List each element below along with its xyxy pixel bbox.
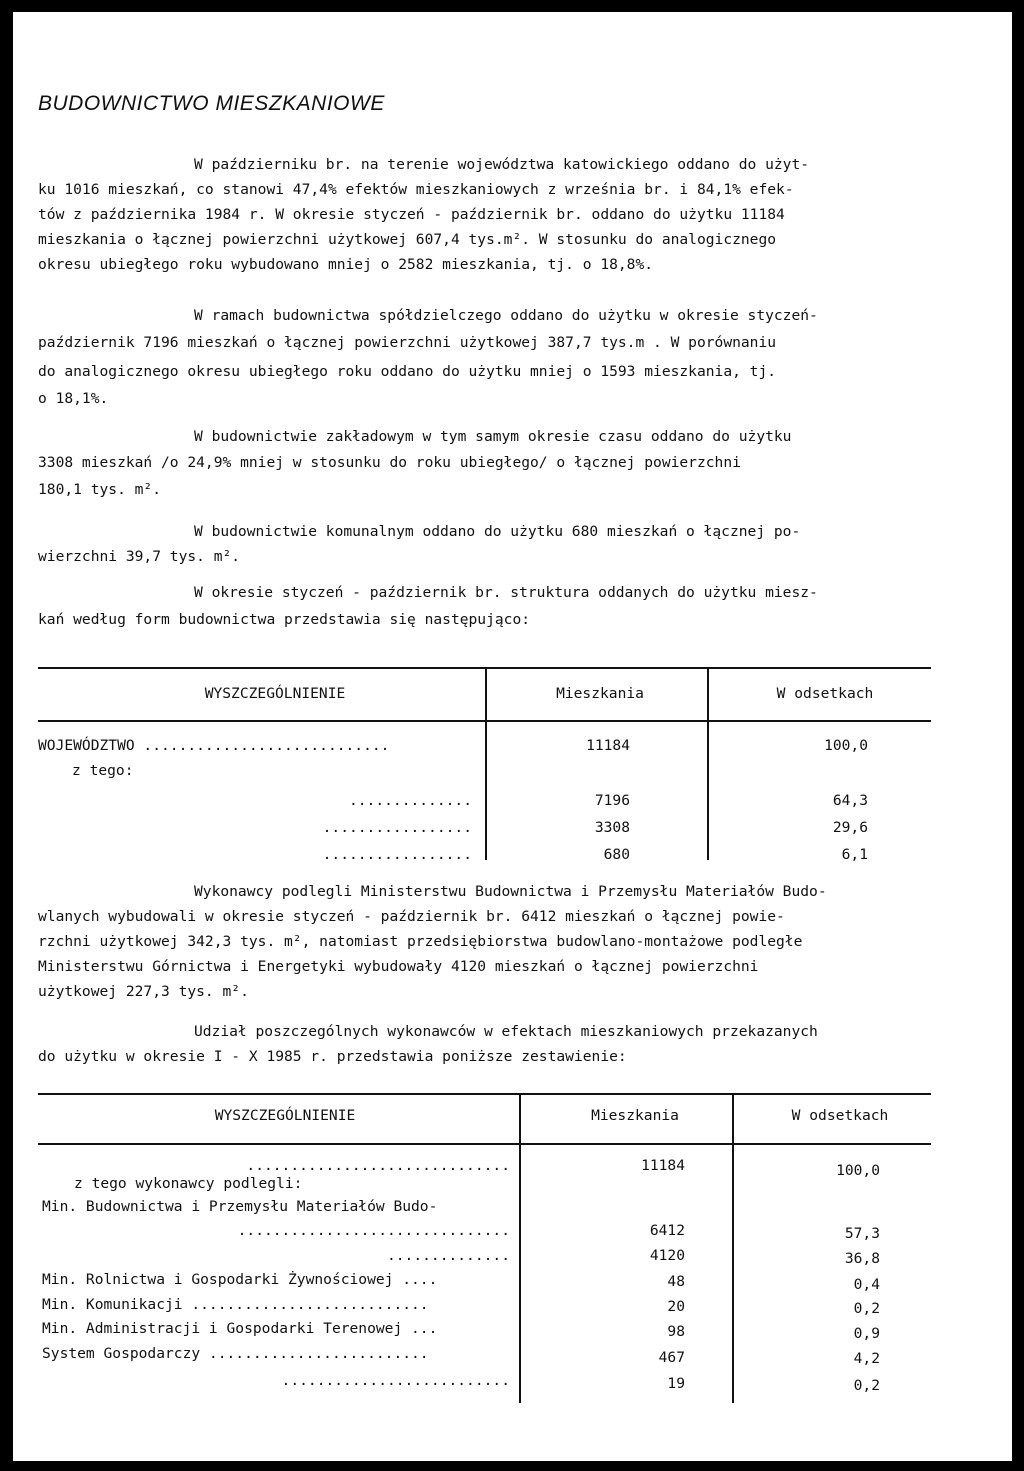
- table-row-label: WOJEWÓDZTWO ............................: [38, 737, 390, 754]
- table-cell-odsetki: 36,8: [844, 1250, 880, 1267]
- table-header-mieszkania: Mieszkania: [591, 1107, 679, 1124]
- table-cell-mieszkania: 48: [667, 1273, 685, 1290]
- table-cell-odsetki: 0,2: [853, 1377, 880, 1394]
- text-line: Ministerstwu Górnictwa i Energetyki wybudowały 4120 mieszkań o łącznej powierzchni: [38, 958, 759, 975]
- table-cell-mieszkania: 19: [667, 1375, 685, 1392]
- table-column-divider: [732, 1093, 734, 1403]
- paragraph-5: [38, 580, 958, 635]
- text-line: październik 7196 mieszkań o łącznej powierzchni użytkowej 387,7 tys.m . W porównaniu: [38, 334, 777, 351]
- table-cell-mieszkania: 98: [667, 1323, 685, 1340]
- table-header-label: WYSZCZEGÓLNIENIE: [214, 1107, 356, 1124]
- text-line: Udział poszczególnych wykonawców w efektach mieszkaniowych przekazanych: [194, 1023, 818, 1040]
- paragraph-4: [38, 519, 958, 569]
- table-cell-odsetki: 29,6: [832, 819, 868, 836]
- paragraph-2: [38, 303, 958, 411]
- table-row-label: Min. Rolnictwa i Gospodarki Żywnościowej ....: [42, 1271, 438, 1288]
- table-cell-mieszkania: 11184: [641, 1157, 685, 1174]
- text-line: tów z października 1984 r. W okresie styczeń - październik br. oddano do użytku 11184: [38, 206, 785, 223]
- text-line: 3308 mieszkań /o 24,9% mniej w stosunku do roku ubiegłego/ o łącznej powierzchni: [38, 454, 741, 471]
- table-row-leader: ..............: [386, 1247, 510, 1264]
- table-row-label: System Gospodarczy .........................: [42, 1345, 429, 1362]
- text-line: okresu ubiegłego roku wybudowano mniej o 2582 mieszkania, tj. o 18,8%.: [38, 256, 654, 273]
- text-line: mieszkania o łącznej powierzchni użytkowej 607,4 tys.m². W stosunku do analogicznego: [38, 231, 777, 248]
- text-line: wlanych wybudowali w okresie styczeń - październik br. 6412 mieszkań o łącznej powie-: [38, 908, 785, 925]
- text-line: W okresie styczeń - październik br. struktura oddanych do użytku miesz-: [194, 584, 818, 601]
- table-cell-mieszkania: 4120: [649, 1247, 685, 1264]
- table-row-label: z tego wykonawcy podlegli:: [74, 1175, 303, 1192]
- table-cell-mieszkania: 11184: [586, 737, 630, 754]
- paragraph-3: [38, 424, 958, 502]
- text-line: Wykonawcy podlegli Ministerstwu Budownictwa i Przemysłu Materiałów Budo-: [194, 883, 827, 900]
- text-line: W budownictwie komunalnym oddano do użytku 680 mieszkań o łącznej po-: [194, 523, 801, 540]
- text-line: rzchni użytkowej 342,3 tys. m², natomiast przedsiębiorstwa budowlano-montażowe podległe: [38, 933, 803, 950]
- text-line: do użytku w okresie I - X 1985 r. przedstawia poniższe zestawienie:: [38, 1048, 627, 1065]
- text-line: W ramach budownictwa spółdzielczego oddano do użytku w okresie styczeń-: [194, 307, 818, 324]
- table-row-leader: .................: [322, 819, 472, 836]
- table-column-divider: [485, 722, 487, 860]
- text-line: W październiku br. na terenie województwa katowickiego oddano do użyt-: [194, 156, 810, 173]
- text-line: wierzchni 39,7 tys. m².: [38, 548, 241, 565]
- table-column-divider: [707, 722, 709, 860]
- table-header-odsetki: W odsetkach: [776, 685, 874, 702]
- table-rule-top: [38, 1093, 931, 1095]
- table-column-divider: [707, 667, 709, 721]
- page-title: BUDOWNICTWO MIESZKANIOWE: [38, 92, 385, 115]
- table-header-mieszkania: Mieszkania: [556, 685, 644, 702]
- table-cell-odsetki: 64,3: [832, 792, 868, 809]
- text-line: do analogicznego okresu ubiegłego roku oddano do użytku mniej o 1593 mieszkania, tj.: [38, 363, 777, 380]
- table-row-label: z tego:: [72, 762, 134, 779]
- table-cell-odsetki: 0,4: [853, 1276, 880, 1293]
- table-row-leader: .................: [322, 846, 472, 863]
- scan-border-left: [0, 0, 13, 1471]
- table-cell-odsetki: 100,0: [836, 1162, 880, 1179]
- table-row-label: Min. Administracji i Gospodarki Terenowej ...: [42, 1320, 438, 1337]
- table-cell-odsetki: 6,1: [841, 846, 868, 863]
- text-line: użytkowej 227,3 tys. m².: [38, 983, 249, 1000]
- table-cell-odsetki: 57,3: [844, 1225, 880, 1242]
- table-column-divider: [485, 667, 487, 721]
- table-cell-mieszkania: 6412: [649, 1222, 685, 1239]
- scan-border-bottom: [0, 1461, 1024, 1471]
- table-cell-mieszkania: 20: [667, 1298, 685, 1315]
- paragraph-1: [38, 152, 958, 277]
- text-line: 180,1 tys. m².: [38, 481, 162, 498]
- table-header-odsetki: W odsetkach: [791, 1107, 889, 1124]
- text-line: kań według form budownictwa przedstawia się następująco:: [38, 611, 531, 628]
- table-row-leader: ..............: [348, 792, 472, 809]
- table-row-label: Min. Komunikacji ...........................: [42, 1296, 429, 1313]
- table-cell-mieszkania: 467: [658, 1349, 685, 1366]
- text-line: o 18,1%.: [38, 390, 109, 407]
- scan-border-top: [0, 0, 1024, 12]
- table-cell-odsetki: 0,9: [853, 1325, 880, 1342]
- table-cell-mieszkania: 3308: [594, 819, 630, 836]
- paragraph-6: [38, 879, 958, 1004]
- table-cell-odsetki: 100,0: [824, 737, 868, 754]
- table-header-label: WYSZCZEGÓLNIENIE: [204, 685, 346, 702]
- table-cell-odsetki: 0,2: [853, 1300, 880, 1317]
- table-column-divider: [519, 1093, 521, 1403]
- paragraph-7: [38, 1019, 958, 1069]
- scan-border-right: [1012, 0, 1024, 1471]
- text-line: ku 1016 mieszkań, co stanowi 47,4% efektów mieszkaniowych z września br. i 84,1% efek-: [38, 181, 794, 198]
- table-row-leader: ..........................: [281, 1372, 510, 1389]
- table-row-leader: ..............................: [246, 1157, 510, 1174]
- table-cell-odsetki: 4,2: [853, 1350, 880, 1367]
- text-line: W budownictwie zakładowym w tym samym okresie czasu oddano do użytku: [194, 428, 792, 445]
- table-row-label: Min. Budownictwa i Przemysłu Materiałów Budo-: [42, 1198, 438, 1215]
- table-rule-header: [38, 1143, 931, 1145]
- table-cell-mieszkania: 7196: [594, 792, 630, 809]
- table-row-leader: ...............................: [237, 1222, 510, 1239]
- table-cell-mieszkania: 680: [603, 846, 630, 863]
